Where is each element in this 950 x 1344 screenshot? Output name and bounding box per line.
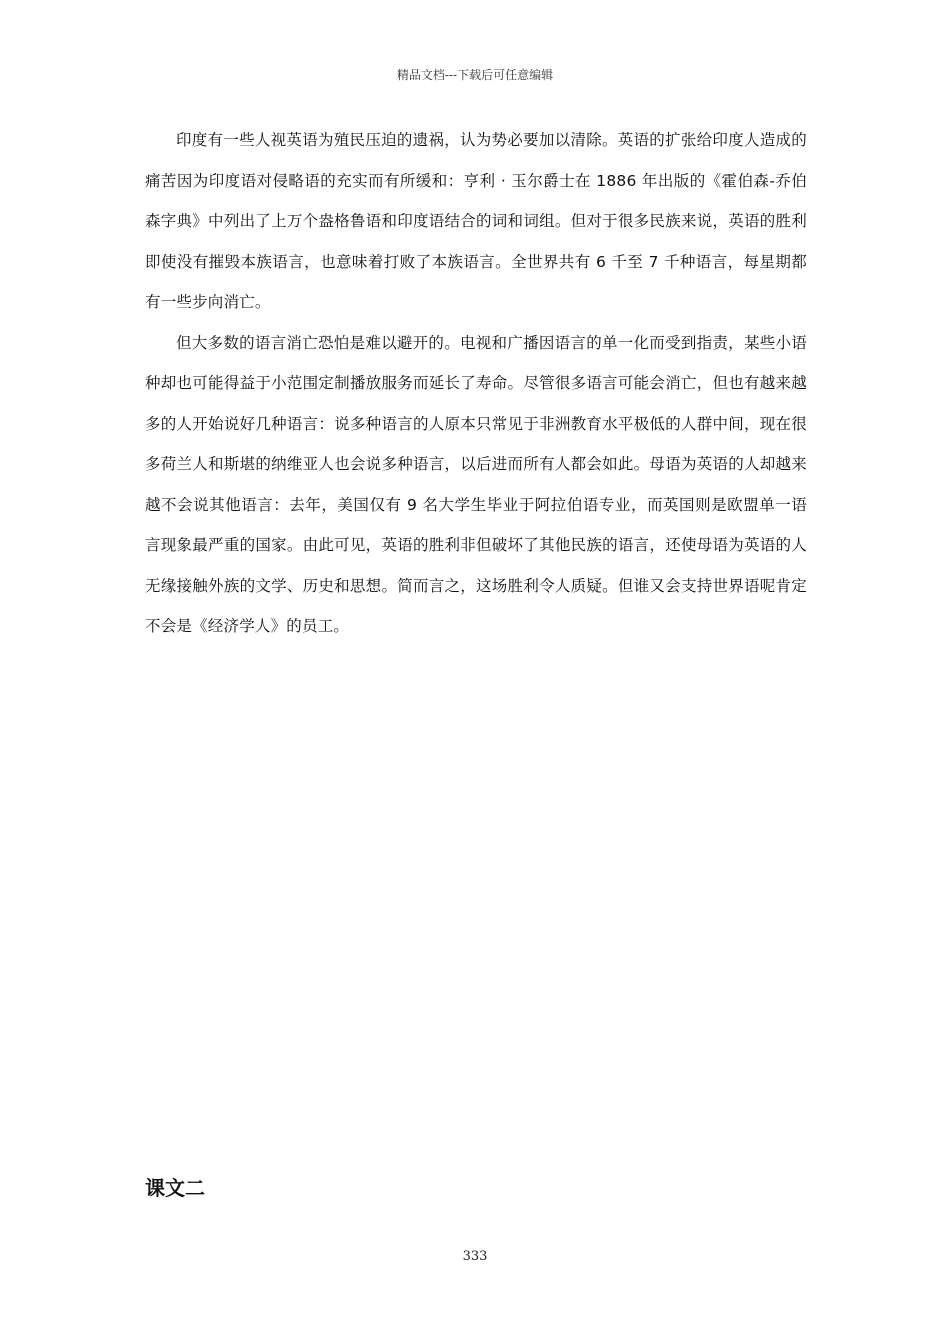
body-text [145, 120, 807, 647]
page-number: 333 [462, 1249, 488, 1264]
page-header: 精品文档---下载后可任意编辑 [396, 68, 554, 82]
section-heading: 课文二 [145, 1176, 205, 1200]
paragraph-1: 印度有一些人视英语为殖民压迫的遗祸，认为势必要加以清除。英语的扩张给印度人造成的痛苦因为印度语对侵略语的充实而有所缓和：亨利 · 玉尔爵士在 1886 年出版的《霍伯森-乔伯森字典》中列出了上万个盎格鲁语和印度语结合的词和词组。但对于很多民族来说，英语的胜利即使没有摧毁本族语言，也意味着打败了本族语言。全世界共有 6 千至 7 千种语言，每星期都有一些步向消亡。 [145, 131, 807, 311]
paragraph-2: 但大多数的语言消亡恐怕是难以避开的。电视和广播因语言的单一化而受到指责，某些小语种却也可能得益于小范围定制播放服务而延长了寿命。尽管很多语言可能会消亡，但也有越来越多的人开始说好几种语言：说多种语言的人原本只常见于非洲教育水平极低的人群中间，现在很多荷兰人和斯堪的纳维亚人也会说多种语言，以后进而所有人都会如此。母语为英语的人却越来越不会说其他语言：去年，美国仅有 9 名大学生毕业于阿拉伯语专业，而英国则是欧盟单一语言现象最严重的国家。由此可见，英语的胜利非但破坏了其他民族的语言，还使母语为英语的人无缘接触外族的文学、历史和思想。简而言之，这场胜利令人质疑。但谁又会支持世界语呢肯定不会是《经济学人》的员工。 [145, 333, 807, 635]
